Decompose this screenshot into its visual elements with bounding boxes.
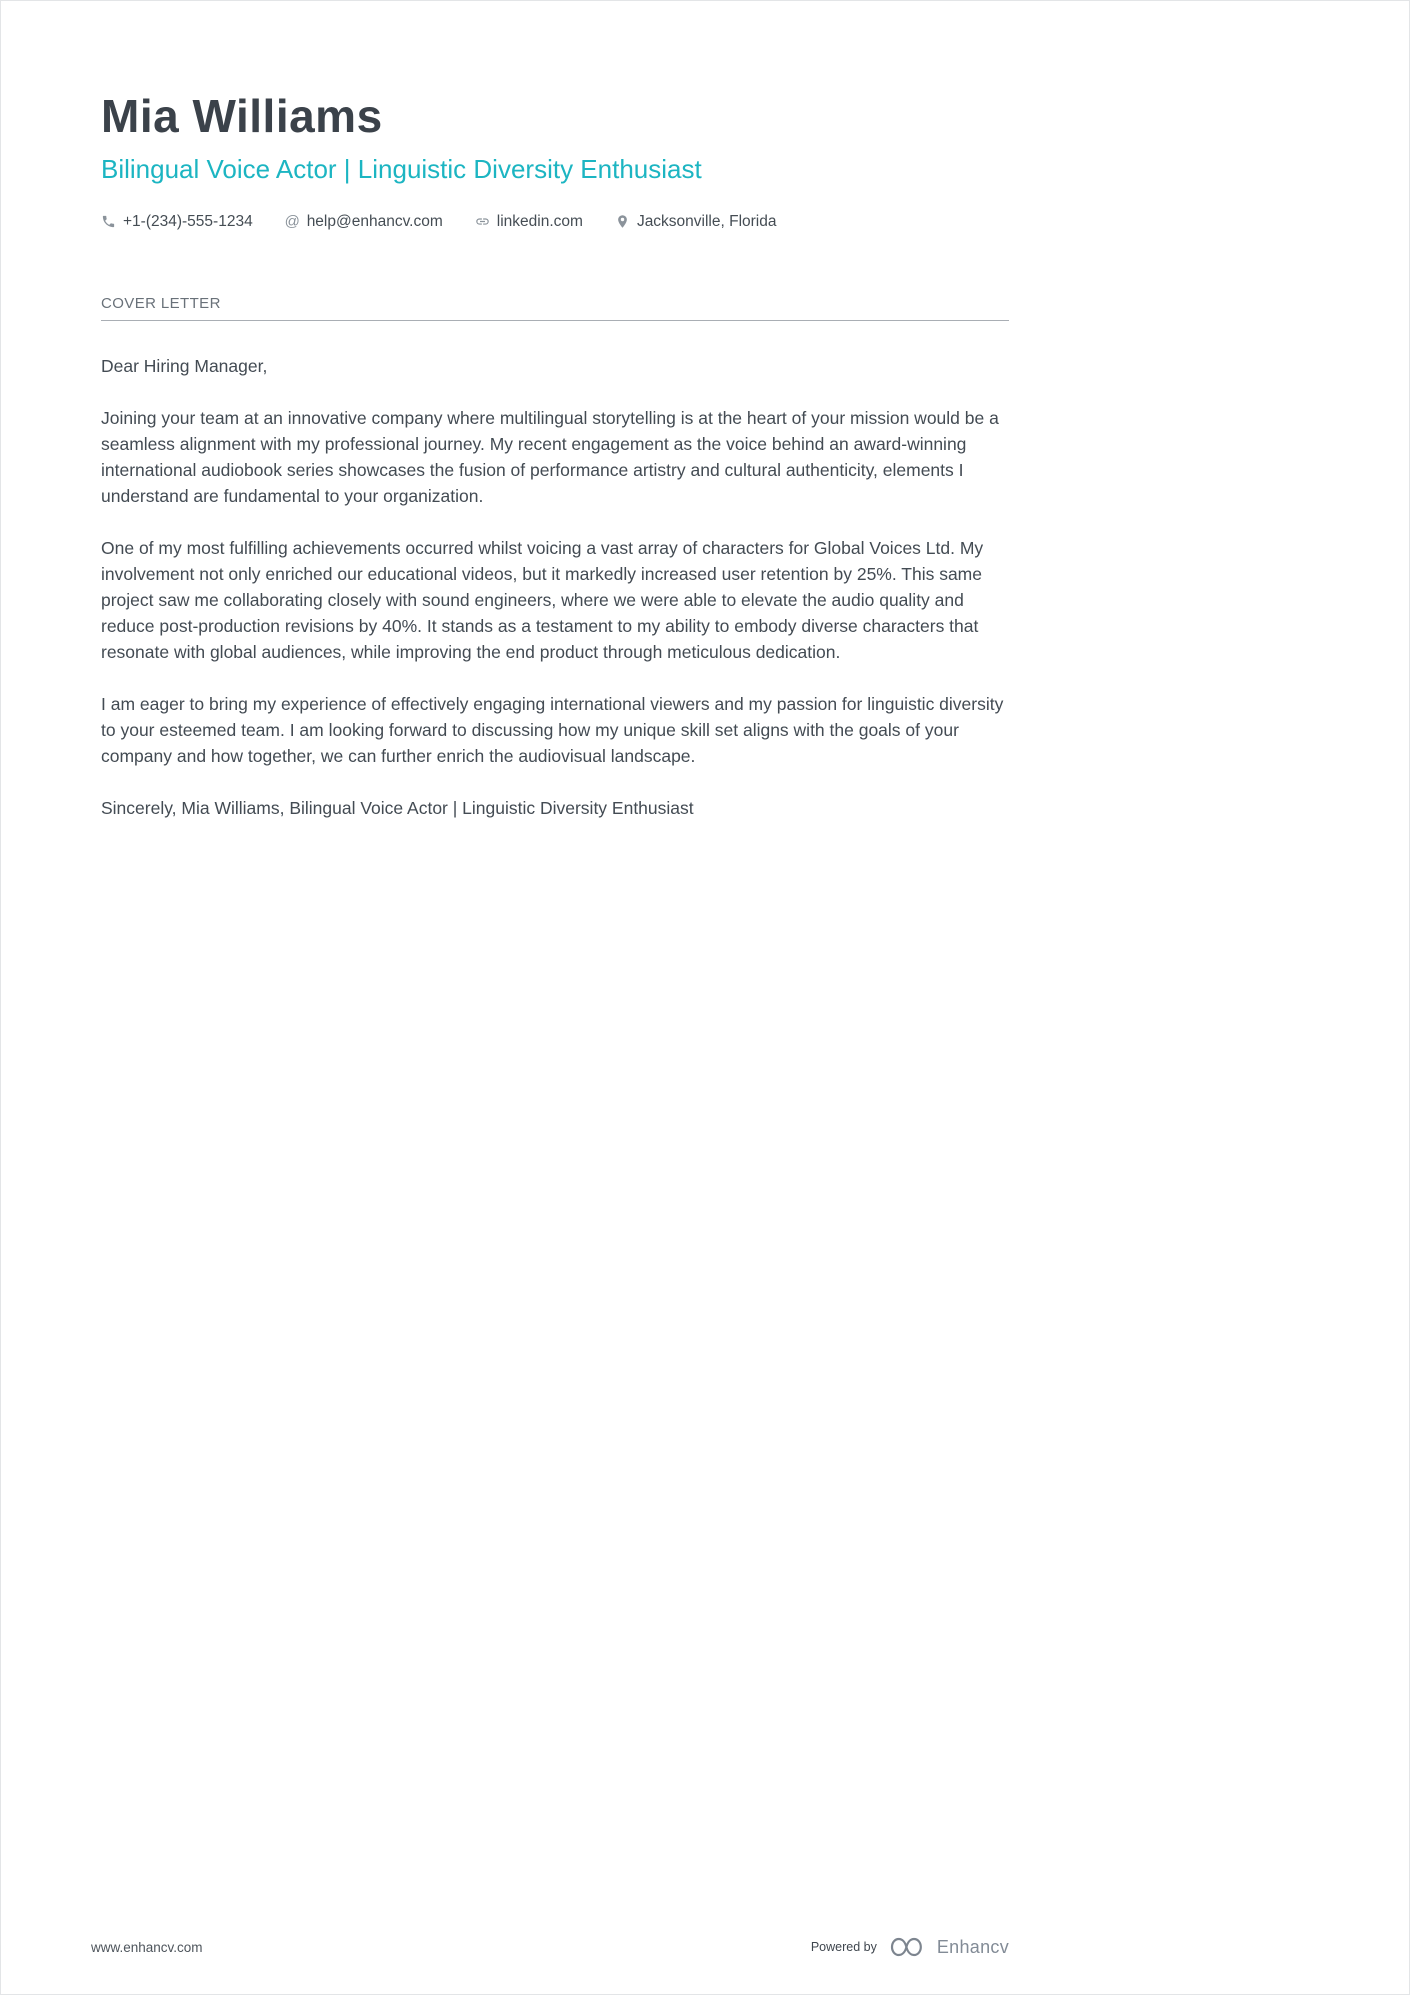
contact-location-text: Jacksonville, Florida <box>636 212 777 230</box>
section-divider <box>101 320 1009 321</box>
person-name: Mia Williams <box>101 90 383 142</box>
contact-email <box>285 213 443 231</box>
letter-paragraph: One of my most fulfilling achievements occurred whilst voicing a vast array of characters for Global Voices Ltd. My involvement not only enriched our educational videos, but it markedly increased user retention by 25%. This same project saw me collaborating closely with sound engineers, where we were able to elevate the audio quality and reduce post-production revisions by 40%. It stands as a testament to my ability to embody diverse characters that resonate with global audiences, while improving the end product through meticulous dedication. <box>101 537 984 662</box>
contact-location <box>615 213 777 231</box>
person-job-title: Bilingual Voice Actor | Linguistic Diversity Enthusiast <box>101 153 702 184</box>
contact-linkedin[interactable] <box>475 213 583 231</box>
link-icon <box>475 214 490 229</box>
letter-body <box>101 353 1009 821</box>
contact-phone-text: +1-(234)-555-1234 <box>123 212 253 230</box>
phone-icon <box>101 214 116 229</box>
page-content <box>1 1 1009 821</box>
footer-website-link[interactable]: www.enhancv.com <box>91 1939 203 1955</box>
footer-brand <box>811 1936 1009 1958</box>
contact-email-text: help@enhancv.com <box>306 212 443 230</box>
enhancv-wordmark[interactable]: Enhancv <box>936 1936 1009 1957</box>
letter-paragraph: I am eager to bring my experience of effectively engaging international viewers and my passion for linguistic diversity to your esteemed team. I am looking forward to discussing how my unique skill set aligns with the goals of your company and how together, we can further enrich the audiovisual landscape. <box>101 693 1004 766</box>
page-footer <box>91 1936 1009 1958</box>
letter-salutation: Dear Hiring Manager, <box>101 355 268 376</box>
powered-by-label: Powered by <box>810 1940 877 1954</box>
enhancv-logo-icon <box>889 1936 925 1958</box>
at-icon: @ <box>284 213 300 231</box>
contact-linkedin-text[interactable]: linkedin.com <box>496 212 583 230</box>
contact-phone <box>101 213 253 231</box>
contact-row <box>101 213 1009 231</box>
letter-paragraph: Joining your team at an innovative company where multilingual storytelling is at the heart of your mission would be a seamless alignment with my professional journey. My recent engagement as the voice behind an award-winning international audiobook series showcases the fusion of performance artistry and cultural authenticity, elements I understand are fundamental to your organization. <box>101 407 999 506</box>
section-label: COVER LETTER <box>101 294 221 312</box>
location-pin-icon <box>615 214 630 229</box>
cover-letter-section <box>101 295 1009 321</box>
letter-signoff: Sincerely, Mia Williams, Bilingual Voice Actor | Linguistic Diversity Enthusiast <box>101 797 694 818</box>
